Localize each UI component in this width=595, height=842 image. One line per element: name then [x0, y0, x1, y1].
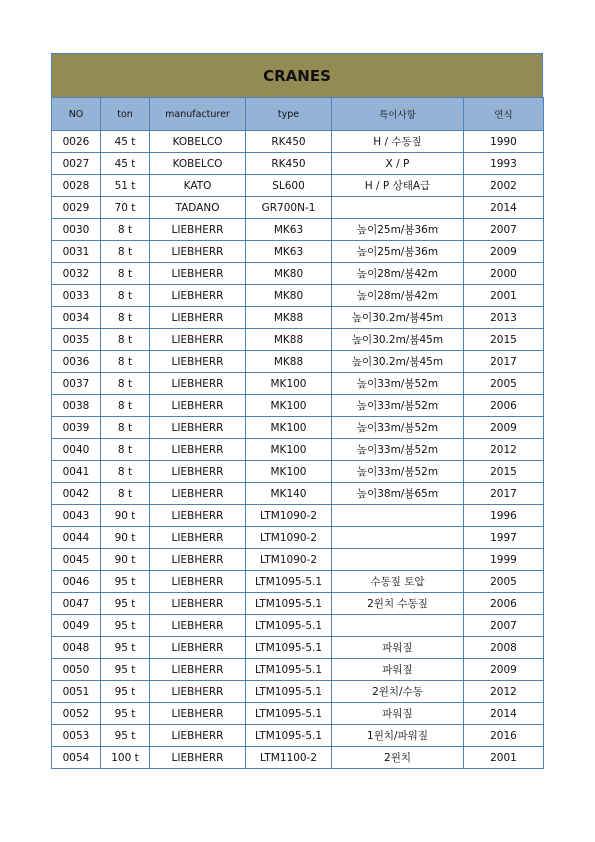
table-row	[52, 483, 544, 505]
cell-year: 2013	[464, 307, 544, 329]
table-row	[52, 395, 544, 417]
column-header-manufacturer: manufacturer	[150, 98, 246, 131]
cell-year: 2006	[464, 593, 544, 615]
cell-manufacturer: LIEBHERR	[150, 461, 246, 483]
cell-year: 2001	[464, 285, 544, 307]
cell-remarks: 높이33m/붐52m	[332, 417, 464, 439]
cell-ton: 51 t	[101, 175, 150, 197]
cell-manufacturer: KOBELCO	[150, 131, 246, 153]
cell-year: 2015	[464, 461, 544, 483]
cell-no: 0026	[52, 131, 101, 153]
cell-no: 0031	[52, 241, 101, 263]
table-row	[52, 593, 544, 615]
cell-remarks	[332, 527, 464, 549]
cell-remarks: 높이25m/붐36m	[332, 241, 464, 263]
cell-type: RK450	[246, 153, 332, 175]
cell-manufacturer: LIEBHERR	[150, 439, 246, 461]
crane-list-sheet	[51, 53, 543, 769]
cell-remarks: X / P	[332, 153, 464, 175]
cell-no: 0033	[52, 285, 101, 307]
cell-year: 1997	[464, 527, 544, 549]
cell-year: 2014	[464, 703, 544, 725]
cell-remarks: 높이33m/붐52m	[332, 461, 464, 483]
cell-manufacturer: LIEBHERR	[150, 549, 246, 571]
cell-manufacturer: LIEBHERR	[150, 527, 246, 549]
cell-year: 1999	[464, 549, 544, 571]
cell-year: 2009	[464, 659, 544, 681]
table-row	[52, 571, 544, 593]
cell-manufacturer: LIEBHERR	[150, 593, 246, 615]
table-row	[52, 659, 544, 681]
cell-ton: 95 t	[101, 571, 150, 593]
cell-no: 0038	[52, 395, 101, 417]
cell-ton: 8 t	[101, 483, 150, 505]
cell-remarks: 높이30.2m/붐45m	[332, 351, 464, 373]
cell-ton: 8 t	[101, 439, 150, 461]
cell-year: 2000	[464, 263, 544, 285]
cell-manufacturer: KOBELCO	[150, 153, 246, 175]
table-row	[52, 307, 544, 329]
cell-remarks: 높이33m/붐52m	[332, 439, 464, 461]
cell-remarks: 1윈치/파워짚	[332, 725, 464, 747]
cell-type: LTM1100-2	[246, 747, 332, 769]
table-row	[52, 747, 544, 769]
cell-ton: 8 t	[101, 263, 150, 285]
cell-type: RK450	[246, 131, 332, 153]
table-row	[52, 175, 544, 197]
cell-type: MK88	[246, 307, 332, 329]
table-row	[52, 439, 544, 461]
cell-manufacturer: LIEBHERR	[150, 483, 246, 505]
cell-no: 0037	[52, 373, 101, 395]
cell-remarks	[332, 615, 464, 637]
cell-type: MK140	[246, 483, 332, 505]
cell-no: 0042	[52, 483, 101, 505]
cell-manufacturer: LIEBHERR	[150, 725, 246, 747]
cell-manufacturer: LIEBHERR	[150, 637, 246, 659]
cell-manufacturer: LIEBHERR	[150, 219, 246, 241]
column-header-year: 연식	[464, 98, 544, 131]
cell-year: 2002	[464, 175, 544, 197]
cell-no: 0036	[52, 351, 101, 373]
cell-ton: 8 t	[101, 285, 150, 307]
cell-year: 1990	[464, 131, 544, 153]
cell-type: MK100	[246, 461, 332, 483]
cell-ton: 8 t	[101, 351, 150, 373]
cell-type: LTM1095-5.1	[246, 681, 332, 703]
table-row	[52, 681, 544, 703]
column-header-ton: ton	[101, 98, 150, 131]
cell-manufacturer: LIEBHERR	[150, 505, 246, 527]
cell-ton: 8 t	[101, 219, 150, 241]
cell-manufacturer: TADANO	[150, 197, 246, 219]
cell-remarks: H / P 상태A급	[332, 175, 464, 197]
cell-type: MK100	[246, 439, 332, 461]
table-header	[52, 98, 544, 131]
cell-no: 0044	[52, 527, 101, 549]
cell-manufacturer: LIEBHERR	[150, 417, 246, 439]
cell-ton: 45 t	[101, 153, 150, 175]
table-row	[52, 351, 544, 373]
cell-no: 0046	[52, 571, 101, 593]
cell-type: LTM1095-5.1	[246, 637, 332, 659]
cell-ton: 8 t	[101, 241, 150, 263]
cell-year: 2017	[464, 483, 544, 505]
cell-ton: 90 t	[101, 549, 150, 571]
cell-no: 0040	[52, 439, 101, 461]
cell-remarks: H / 수동짚	[332, 131, 464, 153]
cell-type: LTM1095-5.1	[246, 615, 332, 637]
cell-type: MK100	[246, 373, 332, 395]
table-row	[52, 285, 544, 307]
cell-ton: 95 t	[101, 725, 150, 747]
cell-type: LTM1090-2	[246, 549, 332, 571]
table-row	[52, 373, 544, 395]
cell-type: LTM1090-2	[246, 505, 332, 527]
crane-table	[51, 97, 544, 769]
cell-year: 2009	[464, 417, 544, 439]
cell-year: 2001	[464, 747, 544, 769]
cell-ton: 8 t	[101, 417, 150, 439]
cell-remarks: 높이38m/붐65m	[332, 483, 464, 505]
cell-type: MK63	[246, 241, 332, 263]
cell-year: 2007	[464, 219, 544, 241]
cell-remarks: 파워짚	[332, 659, 464, 681]
cell-type: LTM1095-5.1	[246, 725, 332, 747]
cell-ton: 70 t	[101, 197, 150, 219]
cell-year: 2016	[464, 725, 544, 747]
cell-no: 0047	[52, 593, 101, 615]
cell-no: 0048	[52, 637, 101, 659]
cell-remarks: 높이30.2m/붐45m	[332, 307, 464, 329]
cell-no: 0029	[52, 197, 101, 219]
cell-manufacturer: LIEBHERR	[150, 351, 246, 373]
cell-ton: 8 t	[101, 329, 150, 351]
table-row	[52, 241, 544, 263]
cell-type: LTM1090-2	[246, 527, 332, 549]
cell-no: 0051	[52, 681, 101, 703]
cell-no: 0039	[52, 417, 101, 439]
cell-no: 0054	[52, 747, 101, 769]
cell-ton: 8 t	[101, 373, 150, 395]
cell-manufacturer: LIEBHERR	[150, 659, 246, 681]
cell-manufacturer: LIEBHERR	[150, 615, 246, 637]
table-body	[52, 131, 544, 769]
cell-ton: 95 t	[101, 703, 150, 725]
table-row	[52, 417, 544, 439]
cell-no: 0045	[52, 549, 101, 571]
cell-year: 2005	[464, 373, 544, 395]
cell-manufacturer: LIEBHERR	[150, 747, 246, 769]
cell-remarks: 높이33m/붐52m	[332, 373, 464, 395]
table-row	[52, 329, 544, 351]
cell-no: 0034	[52, 307, 101, 329]
cell-manufacturer: LIEBHERR	[150, 307, 246, 329]
cell-ton: 90 t	[101, 527, 150, 549]
table-row	[52, 703, 544, 725]
cell-year: 2005	[464, 571, 544, 593]
cell-no: 0043	[52, 505, 101, 527]
cell-type: LTM1095-5.1	[246, 571, 332, 593]
cell-year: 2015	[464, 329, 544, 351]
cell-ton: 95 t	[101, 659, 150, 681]
table-row	[52, 219, 544, 241]
table-row	[52, 153, 544, 175]
cell-ton: 100 t	[101, 747, 150, 769]
cell-no: 0027	[52, 153, 101, 175]
header-row	[52, 98, 544, 131]
cell-type: MK80	[246, 263, 332, 285]
cell-manufacturer: LIEBHERR	[150, 329, 246, 351]
cell-manufacturer: LIEBHERR	[150, 373, 246, 395]
cell-no: 0028	[52, 175, 101, 197]
cell-manufacturer: LIEBHERR	[150, 263, 246, 285]
cell-remarks	[332, 505, 464, 527]
cell-remarks: 높이25m/붐36m	[332, 219, 464, 241]
cell-remarks: 2윈치/수동	[332, 681, 464, 703]
table-row	[52, 131, 544, 153]
column-header-no: NO	[52, 98, 101, 131]
table-row	[52, 725, 544, 747]
cell-type: MK100	[246, 395, 332, 417]
cell-remarks	[332, 197, 464, 219]
cell-manufacturer: LIEBHERR	[150, 571, 246, 593]
cell-no: 0049	[52, 615, 101, 637]
cell-ton: 45 t	[101, 131, 150, 153]
table-row	[52, 505, 544, 527]
table-row	[52, 197, 544, 219]
table-row	[52, 637, 544, 659]
table-row	[52, 527, 544, 549]
cell-ton: 95 t	[101, 593, 150, 615]
cell-remarks: 높이28m/붐42m	[332, 285, 464, 307]
cell-manufacturer: LIEBHERR	[150, 681, 246, 703]
cell-remarks: 파워짚	[332, 703, 464, 725]
cell-remarks: 높이30.2m/붐45m	[332, 329, 464, 351]
cell-type: LTM1095-5.1	[246, 703, 332, 725]
cell-type: MK88	[246, 329, 332, 351]
cell-ton: 95 t	[101, 681, 150, 703]
table-row	[52, 549, 544, 571]
cell-year: 2014	[464, 197, 544, 219]
cell-no: 0030	[52, 219, 101, 241]
cell-ton: 8 t	[101, 307, 150, 329]
cell-year: 2009	[464, 241, 544, 263]
cell-year: 2008	[464, 637, 544, 659]
cell-remarks: 높이28m/붐42m	[332, 263, 464, 285]
cell-no: 0050	[52, 659, 101, 681]
table-title: CRANES	[51, 53, 543, 97]
cell-manufacturer: KATO	[150, 175, 246, 197]
cell-remarks: 높이33m/붐52m	[332, 395, 464, 417]
cell-ton: 8 t	[101, 461, 150, 483]
cell-year: 2017	[464, 351, 544, 373]
cell-ton: 95 t	[101, 615, 150, 637]
table-row	[52, 263, 544, 285]
cell-type: GR700N-1	[246, 197, 332, 219]
cell-remarks: 수동짚 토압	[332, 571, 464, 593]
cell-type: SL600	[246, 175, 332, 197]
table-row	[52, 461, 544, 483]
table-row	[52, 615, 544, 637]
cell-ton: 90 t	[101, 505, 150, 527]
cell-year: 2007	[464, 615, 544, 637]
cell-no: 0035	[52, 329, 101, 351]
cell-no: 0053	[52, 725, 101, 747]
column-header-type: type	[246, 98, 332, 131]
cell-type: LTM1095-5.1	[246, 593, 332, 615]
cell-remarks	[332, 549, 464, 571]
cell-manufacturer: LIEBHERR	[150, 241, 246, 263]
cell-manufacturer: LIEBHERR	[150, 395, 246, 417]
cell-year: 2012	[464, 681, 544, 703]
cell-remarks: 2윈치 수동짚	[332, 593, 464, 615]
cell-type: MK80	[246, 285, 332, 307]
cell-type: MK100	[246, 417, 332, 439]
cell-remarks: 파워짚	[332, 637, 464, 659]
cell-year: 1993	[464, 153, 544, 175]
cell-no: 0032	[52, 263, 101, 285]
cell-no: 0052	[52, 703, 101, 725]
cell-no: 0041	[52, 461, 101, 483]
cell-year: 2012	[464, 439, 544, 461]
cell-year: 1996	[464, 505, 544, 527]
cell-manufacturer: LIEBHERR	[150, 285, 246, 307]
cell-ton: 95 t	[101, 637, 150, 659]
column-header-remarks: 특이사항	[332, 98, 464, 131]
cell-type: LTM1095-5.1	[246, 659, 332, 681]
cell-remarks: 2윈치	[332, 747, 464, 769]
cell-year: 2006	[464, 395, 544, 417]
cell-manufacturer: LIEBHERR	[150, 703, 246, 725]
cell-ton: 8 t	[101, 395, 150, 417]
cell-type: MK88	[246, 351, 332, 373]
cell-type: MK63	[246, 219, 332, 241]
